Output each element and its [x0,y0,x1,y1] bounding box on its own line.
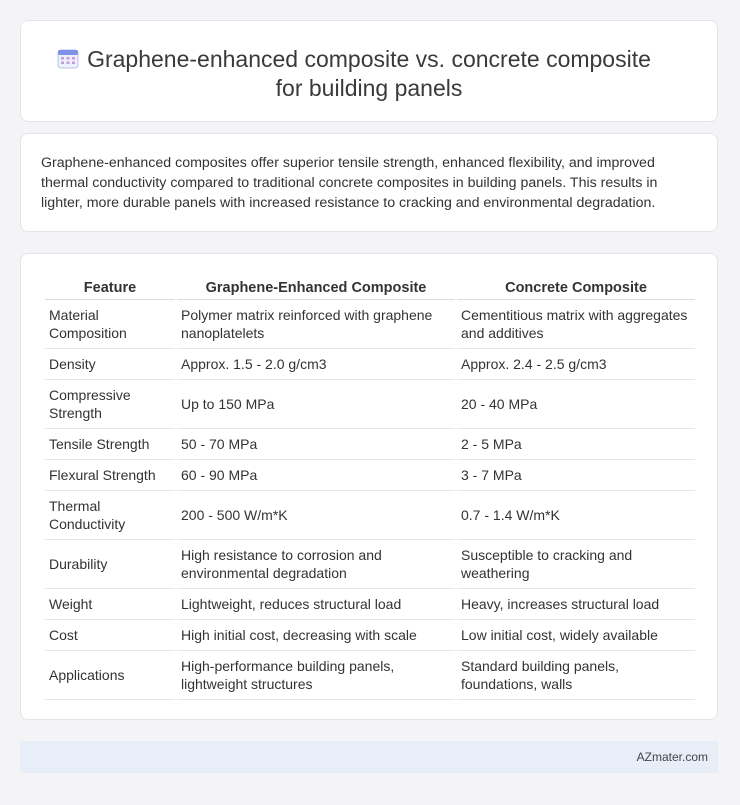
table-row [45,491,695,540]
page-title [21,45,717,103]
comparison-table [43,275,697,700]
intro-card [20,133,718,232]
row-concrete: Heavy, increases structural load [457,589,695,620]
table-row [45,540,695,589]
header-feature: Feature [45,275,175,300]
row-graphene: High-performance building panels, lightweight structures [177,651,455,700]
row-concrete: 2 - 5 MPa [457,429,695,460]
table-row [45,349,695,380]
row-feature: Density [45,349,175,380]
row-graphene: 200 - 500 W/m*K [177,491,455,540]
table-row [45,620,695,651]
footer-brand: AZmater.com [636,750,708,764]
footer-bar [20,741,718,773]
table-row [45,651,695,700]
row-graphene: High initial cost, decreasing with scale [177,620,455,651]
row-concrete: 0.7 - 1.4 W/m*K [457,491,695,540]
row-feature: Applications [45,651,175,700]
table-row [45,589,695,620]
header-concrete: Concrete Composite [457,275,695,300]
row-feature: Tensile Strength [45,429,175,460]
table-row [45,460,695,491]
row-graphene: High resistance to corrosion and environmental degradation [177,540,455,589]
title-line-2: for building panels [275,75,463,101]
row-feature: Compressive Strength [45,380,175,429]
row-graphene: Approx. 1.5 - 2.0 g/cm3 [177,349,455,380]
row-graphene: Lightweight, reduces structural load [177,589,455,620]
row-feature: Cost [45,620,175,651]
row-concrete: Susceptible to cracking and weathering [457,540,695,589]
row-concrete: Cementitious matrix with aggregates and additives [457,300,695,349]
row-concrete: 3 - 7 MPa [457,460,695,491]
row-concrete: Approx. 2.4 - 2.5 g/cm3 [457,349,695,380]
header-graphene: Graphene-Enhanced Composite [177,275,455,300]
table-row [45,300,695,349]
row-feature: Weight [45,589,175,620]
table-header-row [45,275,695,300]
table-row [45,380,695,429]
row-graphene: Up to 150 MPa [177,380,455,429]
table-row [45,429,695,460]
row-feature: Material Composition [45,300,175,349]
row-feature: Thermal Conductivity [45,491,175,540]
row-concrete: 20 - 40 MPa [457,380,695,429]
row-graphene: 50 - 70 MPa [177,429,455,460]
comparison-card [20,253,718,720]
row-concrete: Standard building panels, foundations, walls [457,651,695,700]
row-graphene: Polymer matrix reinforced with graphene nanoplatelets [177,300,455,349]
row-graphene: 60 - 90 MPa [177,460,455,491]
title-line-1: Graphene-enhanced composite vs. concrete composite [87,46,651,72]
title-card [20,20,718,122]
row-feature: Flexural Strength [45,460,175,491]
intro-text: Graphene-enhanced composites offer superior tensile strength, enhanced flexibility, and improved thermal conductivity compared to traditional concrete composites in building panels. This results in lighter, more durable panels with increased resistance to cracking and environmental degradation. [41,155,658,211]
row-feature: Durability [45,540,175,589]
row-concrete: Low initial cost, widely available [457,620,695,651]
